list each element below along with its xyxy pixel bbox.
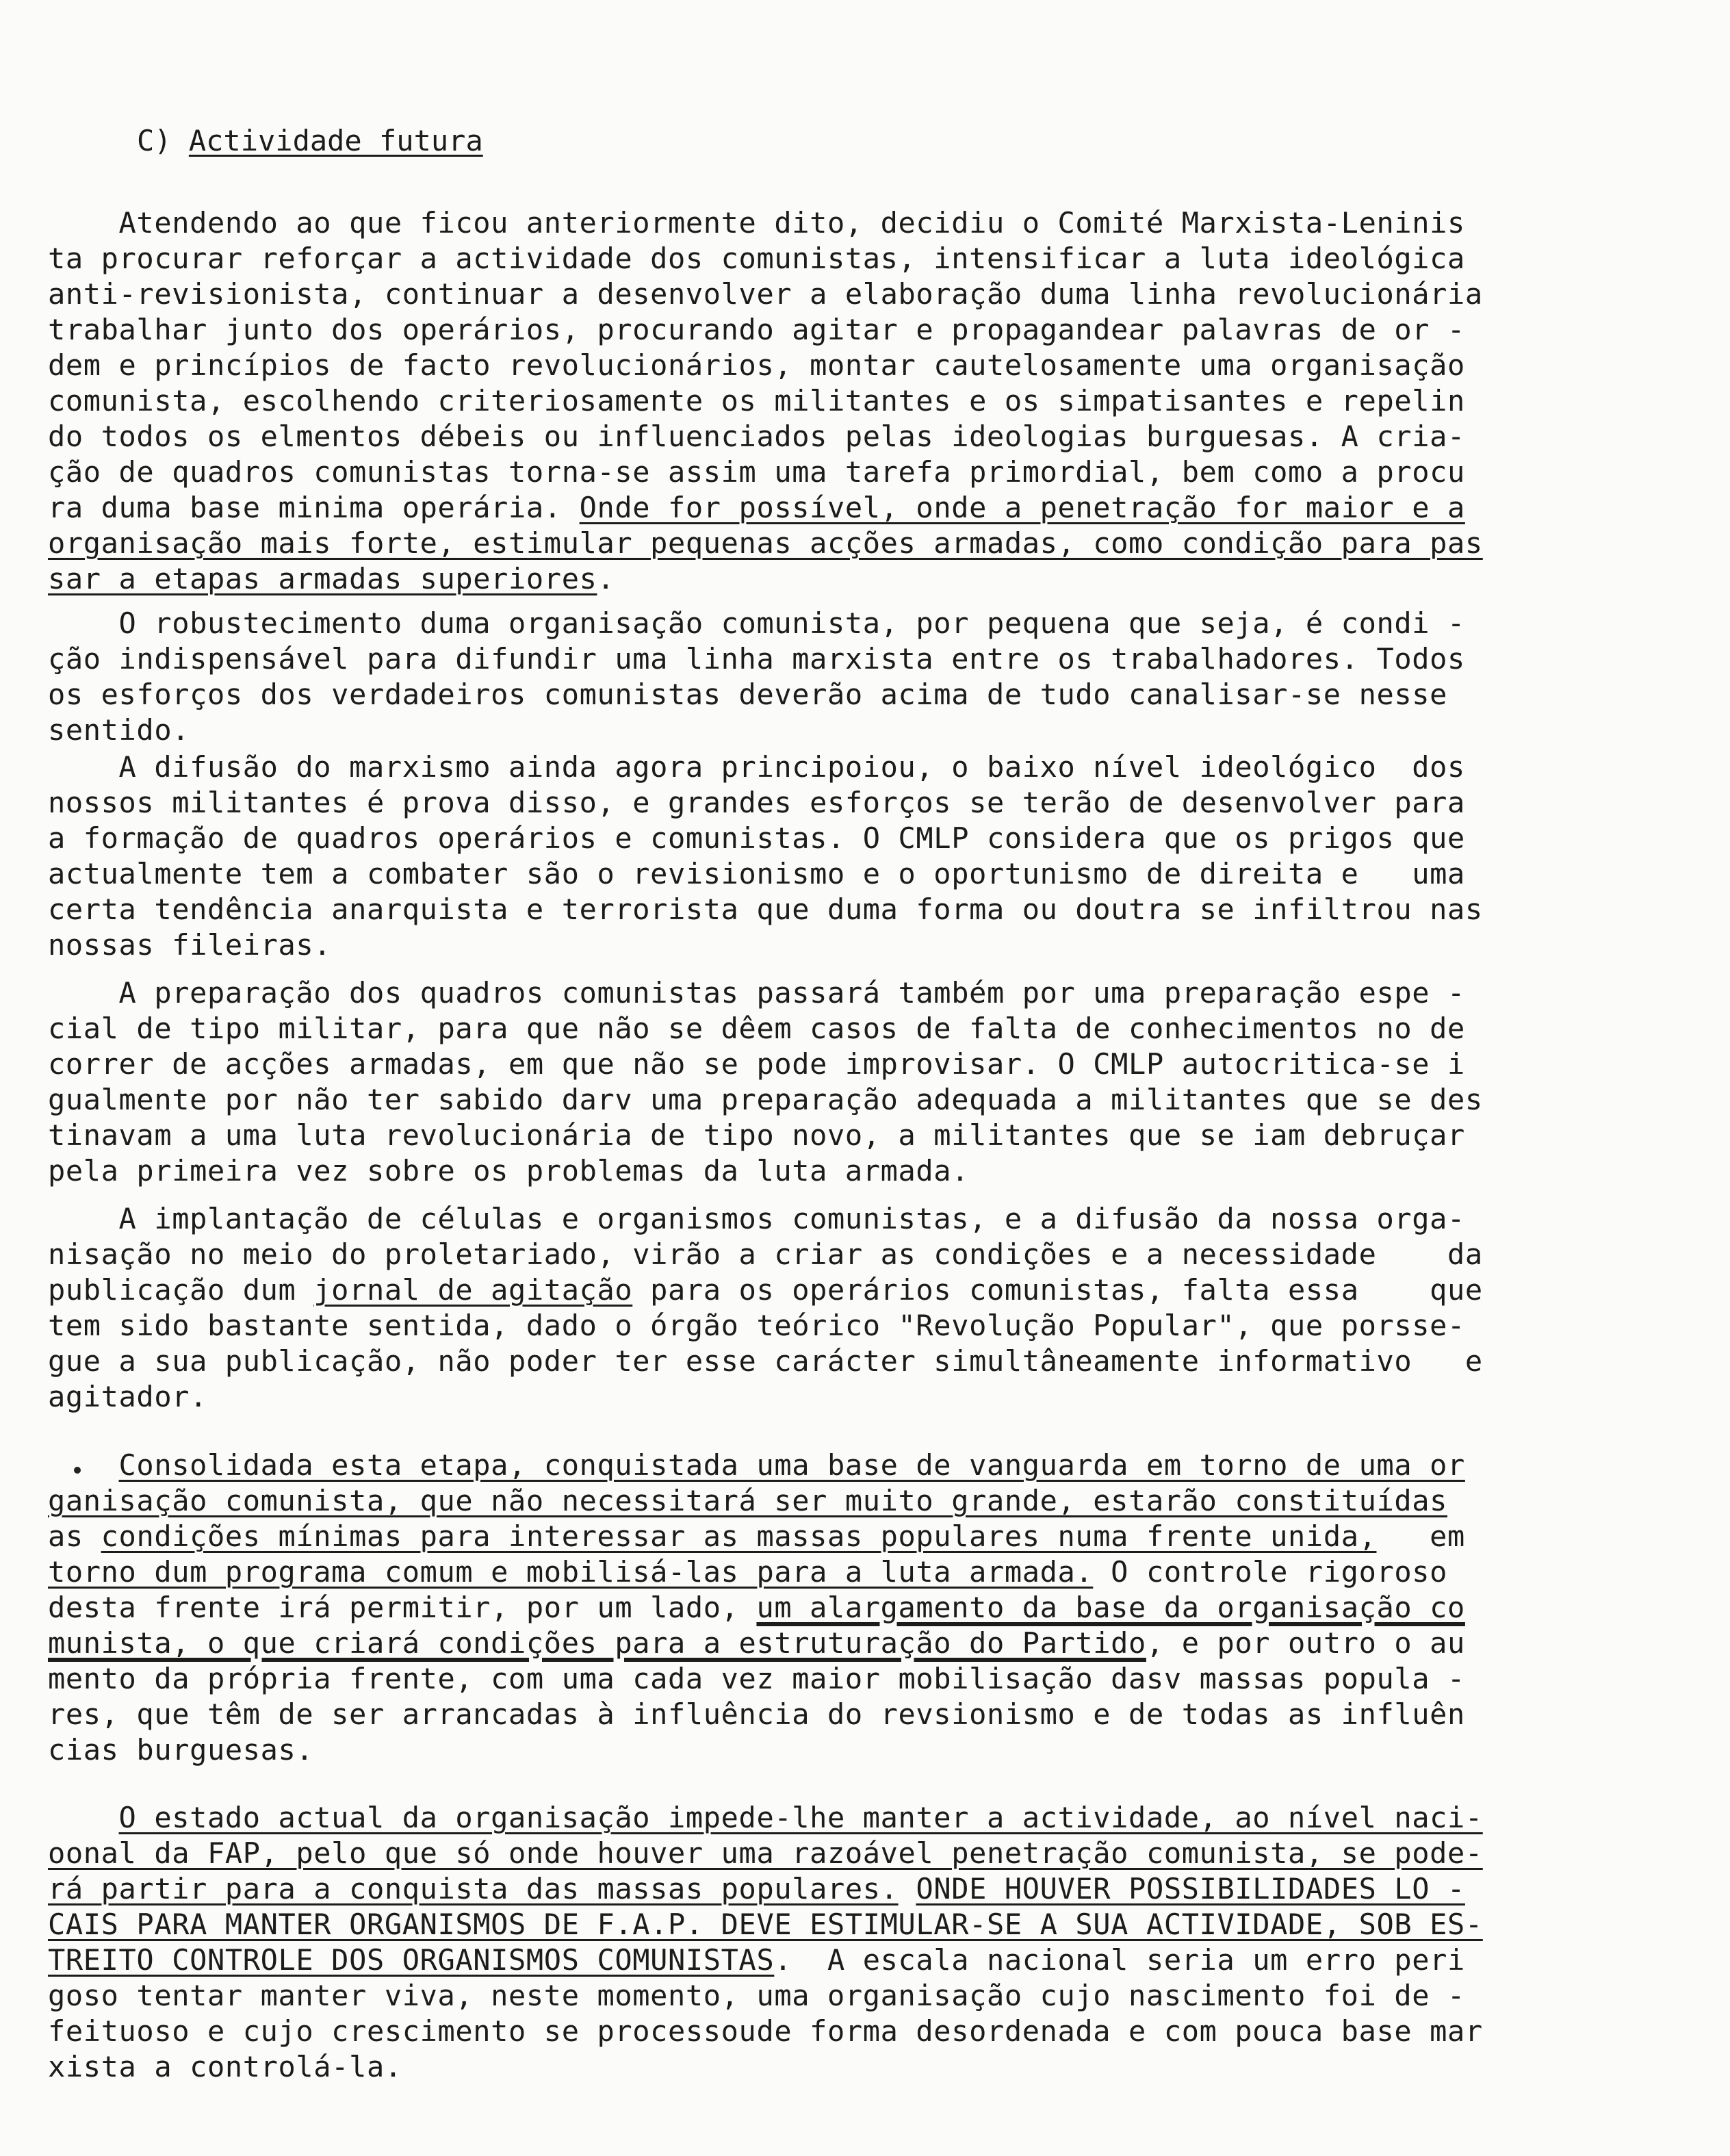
text-line — [48, 1800, 1567, 1836]
text-line: gue a sua publicação, não poder ter esse carácter simultâneamente informativo e — [48, 1344, 1483, 1378]
text-line — [48, 1483, 1567, 1519]
text-line: mento da própria frente, com uma cada vez maior mobilisação dasv massas popula - — [48, 1662, 1465, 1695]
ink-mark — [74, 1467, 81, 1474]
text-line — [48, 1871, 1567, 1907]
text-line: tinavam a uma luta revolucionária de tipo novo, a militantes que se iam debruçar — [48, 1118, 1465, 1152]
text-line: do todos os elmentos débeis ou influenciados pelas ideologias burguesas. A cria- — [48, 420, 1465, 453]
text-line — [48, 1448, 1567, 1483]
text-line: ção de quadros comunistas torna-se assim uma tarefa primordial, bem como a procu — [48, 455, 1465, 489]
underlined-text: oonal da FAP, pelo que só onde houver uma razoável penetração comunista, se pode- — [48, 1836, 1483, 1870]
underlined-text: ganisação comunista, que não necessitará ser muito grande, estarão constituídas — [48, 1484, 1448, 1517]
text-line: desta frente irá permitir, por um lado, um alargamento da base da organisação co — [48, 1591, 1465, 1624]
text-line: tem sido bastante sentida, dado o órgão teórico "Revolução Popular", que porsse- — [48, 1309, 1465, 1342]
paragraph-6 — [48, 1448, 1567, 1768]
paragraph-2 — [48, 606, 1567, 748]
text-line: res, que têm de ser arrancadas à influência do revsionismo e de todas as influên — [48, 1697, 1465, 1731]
underlined-text: um alargamento da base da organisação co — [756, 1591, 1465, 1624]
text-line: Atendendo ao que ficou anteriormente dito, decidiu o Comité Marxista-Leninis — [48, 206, 1465, 240]
underlined-text: O estado actual da organisação impede-lhe manter a actividade, ao nível naci- — [118, 1801, 1483, 1834]
paragraph-4 — [48, 975, 1567, 1189]
text-line: goso tentar manter viva, neste momento, uma organisação cujo nascimento foi de - — [48, 1979, 1465, 2012]
text-line: agitador. — [48, 1380, 207, 1413]
text-line: a formação de quadros operários e comunistas. O CMLP considera que os prigos que — [48, 821, 1465, 855]
text-line: feituoso e cujo crescimento se processoude forma desordenada e com pouca base mar — [48, 2014, 1483, 2048]
text-line: xista a controlá-la. — [48, 2050, 402, 2083]
paragraph-3 — [48, 749, 1567, 963]
text-line: trabalhar junto dos operários, procurando agitar e propagandear palavras de or - — [48, 313, 1465, 346]
paragraph-5 — [48, 1201, 1567, 1415]
text-line: comunista, escolhendo criteriosamente os militantes e os simpatisantes e repelin — [48, 384, 1465, 418]
text-line: publicação dum jornal de agitação para os operários comunistas, falta essa que — [48, 1273, 1483, 1307]
text-line: A implantação de células e organismos comunistas, e a difusão da nossa orga- — [48, 1202, 1465, 1235]
text-line: A difusão do marxismo ainda agora principoiou, o baixo nível ideológico dos — [48, 750, 1465, 784]
underlined-text: jornal de agitação — [313, 1273, 633, 1307]
underlined-text: Consolidada esta etapa, conquistada uma base de vanguarda em torno de uma or — [118, 1448, 1465, 1482]
text-line: O robustecimento duma organisação comunista, por pequena que seja, é condi - — [48, 606, 1465, 640]
text-line — [48, 526, 1567, 561]
text-line: TREITO CONTROLE DOS ORGANISMOS COMUNISTAS. A escala nacional seria um erro peri — [48, 1943, 1465, 1977]
text-line: as condições mínimas para interessar as massas populares numa frente unida, em — [48, 1519, 1465, 1553]
text-line: ta procurar reforçar a actividade dos comunistas, intensificar a luta ideológica — [48, 242, 1465, 275]
section-letter: C) — [137, 124, 189, 157]
underlined-text: sar a etapas armadas superiores — [48, 562, 597, 595]
text-line: nossos militantes é prova disso, e grandes esforços se terão de desenvolver para — [48, 786, 1465, 819]
text-line: cias burguesas. — [48, 1733, 314, 1767]
text-line: correr de acções armadas, em que não se pode improvisar. O CMLP autocritica-se i — [48, 1047, 1465, 1081]
underlined-text: TREITO CONTROLE DOS ORGANISMOS COMUNISTAS — [48, 1943, 775, 1977]
section-title: Actividade futura — [188, 124, 483, 157]
text-line: munista, o que criará condições para a estruturação do Partido, e por outro o au — [48, 1626, 1465, 1660]
text-line: A preparação dos quadros comunistas passará também por uma preparação espe - — [48, 976, 1465, 1010]
underlined-text: rá partir para a conquista das massas populares. — [48, 1872, 899, 1905]
text-line: cial de tipo militar, para que não se dêem casos de falta de conhecimentos no de — [48, 1012, 1465, 1045]
text-line: torno dum programa comum e mobilisá-las para a luta armada. O controle rigoroso — [48, 1555, 1448, 1589]
text-line: nisação no meio do proletariado, virão a criar as condições e a necessidade da — [48, 1237, 1483, 1271]
underlined-text: ONDE HOUVER POSSIBILIDADES LO - — [916, 1872, 1465, 1905]
text-line: certa tendência anarquista e terrorista que duma forma ou doutra se infiltrou nas — [48, 893, 1483, 926]
text-line — [48, 1836, 1567, 1871]
text-line: ra duma base minima operária. Onde for possível, onde a penetração for maior e a — [48, 491, 1465, 524]
underlined-text: organisação mais forte, estimular pequenas acções armadas, como condição para pas — [48, 526, 1483, 560]
text-line: sar a etapas armadas superiores. — [48, 562, 615, 595]
text-line: ção indispensável para difundir uma linha marxista entre os trabalhadores. Todos — [48, 642, 1465, 676]
section-heading — [137, 123, 483, 159]
text-line: actualmente tem a combater são o revisionismo e o oportunismo de direita e uma — [48, 857, 1465, 890]
text-line: dem e princípios de facto revolucionários, montar cautelosamente uma organisação — [48, 348, 1465, 382]
text-line: nossas fileiras. — [48, 928, 332, 962]
underlined-text: munista, o que criará condições para a estruturação do Partido — [48, 1626, 1146, 1660]
underlined-text: CAIS PARA MANTER ORGANISMOS DE F.A.P. DEVE ESTIMULAR-SE A SUA ACTIVIDADE, SOB ES- — [48, 1908, 1483, 1941]
text-line: sentido. — [48, 713, 190, 747]
underlined-text: Onde for possível, onde a penetração for maior e a — [579, 491, 1465, 524]
text-line: os esforços dos verdadeiros comunistas deverão acima de tudo canalisar-se nesse — [48, 678, 1448, 711]
underlined-text: condições mínimas para interessar as massas populares numa frente unida, — [101, 1519, 1377, 1553]
paragraph-1 — [48, 205, 1567, 597]
text-line: anti-revisionista, continuar a desenvolver a elaboração duma linha revolucionária — [48, 277, 1483, 311]
text-line: pela primeira vez sobre os problemas da luta armada. — [48, 1154, 970, 1188]
text-line: gualmente por não ter sabido darv uma preparação adequada a militantes que se des — [48, 1083, 1483, 1116]
underlined-text: torno dum programa comum e mobilisá-las para a luta armada. — [48, 1555, 1094, 1589]
paragraph-7 — [48, 1800, 1567, 2085]
text-line — [48, 1907, 1567, 1942]
